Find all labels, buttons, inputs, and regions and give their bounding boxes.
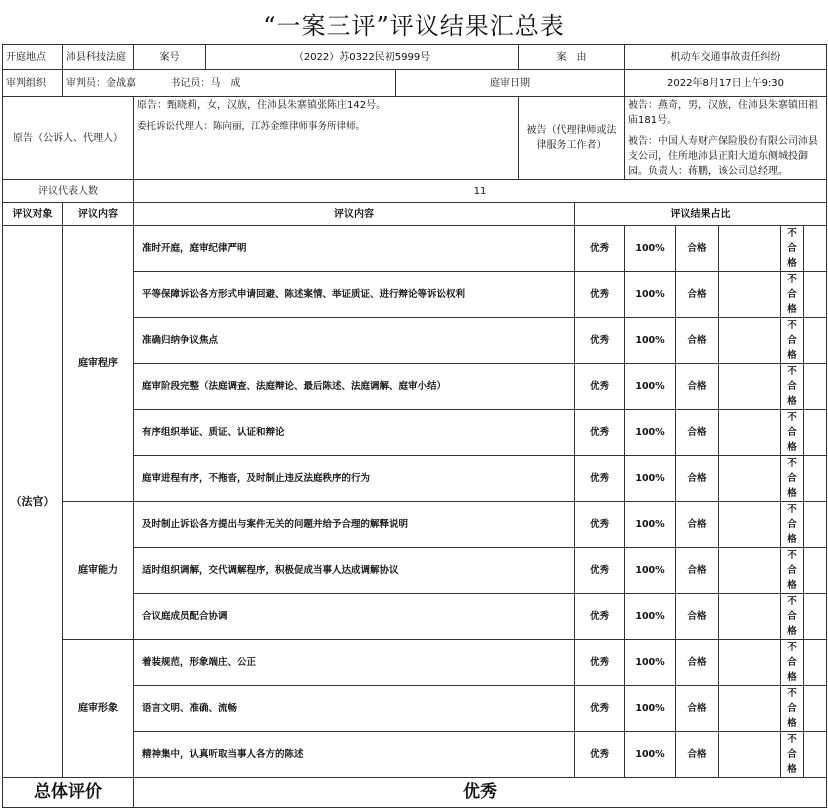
grade-pass: 合格 [676, 272, 719, 318]
plaintiff-agent: 委托诉讼代理人：陈向丽，江苏金维律师事务所律师。 [137, 121, 366, 132]
grade-excellent: 优秀 [575, 410, 625, 456]
evaluation-table [2, 44, 827, 808]
row-location [3, 45, 827, 70]
group-name: 庭审形象 [63, 640, 134, 778]
hearing-date-label: 庭审日期 [396, 70, 625, 97]
cause-label: 案 由 [519, 45, 625, 70]
grade-fail: 不合格 [781, 410, 804, 456]
row-parties [3, 97, 827, 180]
pass-blank [719, 226, 781, 272]
overall-label: 总体评价 [3, 778, 134, 808]
grade-fail: 不合格 [781, 548, 804, 594]
grade-excellent: 优秀 [575, 318, 625, 364]
pass-blank [719, 364, 781, 410]
fail-blank [804, 502, 827, 548]
grade-excellent: 优秀 [575, 364, 625, 410]
grade-percent: 100% [625, 502, 676, 548]
grade-percent: 100% [625, 456, 676, 502]
grade-pass: 合格 [676, 226, 719, 272]
fail-blank [804, 732, 827, 778]
grade-percent: 100% [625, 640, 676, 686]
group-name: 庭审能力 [63, 502, 134, 640]
row-reps [3, 180, 827, 203]
fail-blank [804, 318, 827, 364]
col-content: 评议内容 [63, 203, 134, 226]
grade-excellent: 优秀 [575, 456, 625, 502]
col-ratio: 评议结果占比 [575, 203, 827, 226]
grade-fail: 不合格 [781, 456, 804, 502]
grade-fail: 不合格 [781, 686, 804, 732]
criterion-text: 准时开庭，庭审纪律严明 [134, 226, 575, 272]
plaintiff-info [134, 97, 519, 180]
grade-percent: 100% [625, 548, 676, 594]
fail-blank [804, 456, 827, 502]
grade-excellent: 优秀 [575, 686, 625, 732]
pass-blank [719, 318, 781, 364]
reps-label: 评议代表人数 [3, 180, 134, 203]
grade-percent: 100% [625, 272, 676, 318]
overall-value: 优秀 [134, 778, 827, 808]
grade-pass: 合格 [676, 410, 719, 456]
case-no: （2022）苏0322民初5999号 [206, 45, 519, 70]
pass-blank [719, 594, 781, 640]
clerk: 书记员：马 成 [170, 77, 241, 89]
grade-fail: 不合格 [781, 318, 804, 364]
fail-blank [804, 410, 827, 456]
grade-percent: 100% [625, 732, 676, 778]
grade-excellent: 优秀 [575, 640, 625, 686]
pass-blank [719, 548, 781, 594]
grade-excellent: 优秀 [575, 226, 625, 272]
pass-blank [719, 502, 781, 548]
court-location: 沛县科技法庭 [63, 45, 134, 70]
case-no-label: 案号 [134, 45, 206, 70]
grade-percent: 100% [625, 226, 676, 272]
grade-pass: 合格 [676, 732, 719, 778]
grade-pass: 合格 [676, 318, 719, 364]
fail-blank [804, 548, 827, 594]
grade-percent: 100% [625, 686, 676, 732]
defendant-1: 被告：燕奇，男，汉族，住沛县朱寨镇田祖庙181号。 [628, 100, 819, 126]
panel [63, 70, 396, 97]
grade-percent: 100% [625, 410, 676, 456]
hearing-date: 2022年8月17日上午9:30 [625, 70, 827, 97]
grade-pass: 合格 [676, 686, 719, 732]
pass-blank [719, 640, 781, 686]
grade-excellent: 优秀 [575, 594, 625, 640]
defendant-2: 被告：中国人寿财产保险股份有限公司沛县支公司，住所地沛县正阳大道东侧城投御园。负责人：蒋鹏，该公司总经理。 [628, 136, 819, 177]
grade-fail: 不合格 [781, 732, 804, 778]
criterion-row [3, 502, 827, 548]
fail-blank [804, 226, 827, 272]
grade-percent: 100% [625, 594, 676, 640]
criterion-text: 合议庭成员配合协调 [134, 594, 575, 640]
grade-fail: 不合格 [781, 226, 804, 272]
grade-excellent: 优秀 [575, 502, 625, 548]
pass-blank [719, 410, 781, 456]
fail-blank [804, 594, 827, 640]
criterion-text: 着装规范，形象端庄、公正 [134, 640, 575, 686]
criterion-text: 精神集中，认真听取当事人各方的陈述 [134, 732, 575, 778]
pass-blank [719, 732, 781, 778]
page-title: “一案三评”评议结果汇总表 [263, 12, 565, 40]
pass-blank [719, 686, 781, 732]
grade-fail: 不合格 [781, 502, 804, 548]
grade-fail: 不合格 [781, 594, 804, 640]
reps-count: 11 [134, 180, 827, 203]
col-target: 评议对象 [3, 203, 63, 226]
group-name: 庭审程序 [63, 226, 134, 502]
plaintiff-label: 原告（公诉人、代理人） [3, 97, 134, 180]
fail-blank [804, 686, 827, 732]
criterion-text: 准确归纳争议焦点 [134, 318, 575, 364]
criterion-row [3, 640, 827, 686]
criterion-text: 庭审阶段完整（法庭调查、法庭辩论、最后陈述、法庭调解、庭审小结） [134, 364, 575, 410]
fail-blank [804, 272, 827, 318]
panel-label: 审判组织 [3, 70, 63, 97]
judge: 审判员：金战嘉 [66, 77, 136, 89]
fail-blank [804, 640, 827, 686]
defendant-info [625, 97, 827, 180]
grade-excellent: 优秀 [575, 732, 625, 778]
grade-fail: 不合格 [781, 640, 804, 686]
grade-excellent: 优秀 [575, 272, 625, 318]
grade-pass: 合格 [676, 548, 719, 594]
cause: 机动车交通事故责任纠纷 [625, 45, 827, 70]
fail-blank [804, 364, 827, 410]
grade-percent: 100% [625, 318, 676, 364]
criterion-row [3, 226, 827, 272]
col-content-detail: 评议内容 [134, 203, 575, 226]
row-overall [3, 778, 827, 808]
plaintiff-text: 原告：甄晓莉，女，汉族，住沛县朱寨镇张陈庄142号。 [137, 100, 387, 111]
court-location-label: 开庭地点 [3, 45, 63, 70]
row-panel [3, 70, 827, 97]
column-headers [3, 203, 827, 226]
grade-pass: 合格 [676, 594, 719, 640]
defendant-label: 被告（代理律师或法律服务工作者） [519, 97, 625, 180]
grade-pass: 合格 [676, 502, 719, 548]
criterion-text: 及时制止诉讼各方提出与案件无关的问题并给予合理的解释说明 [134, 502, 575, 548]
grade-fail: 不合格 [781, 364, 804, 410]
grade-pass: 合格 [676, 640, 719, 686]
criterion-text: 庭审进程有序，不拖沓，及时制止违反法庭秩序的行为 [134, 456, 575, 502]
grade-percent: 100% [625, 364, 676, 410]
grade-pass: 合格 [676, 456, 719, 502]
grade-pass: 合格 [676, 364, 719, 410]
grade-excellent: 优秀 [575, 548, 625, 594]
pass-blank [719, 272, 781, 318]
pass-blank [719, 456, 781, 502]
criterion-text: 平等保障诉讼各方形式申请回避、陈述案情、举证质证、进行辩论等诉讼权利 [134, 272, 575, 318]
criterion-text: 语言文明、准确、流畅 [134, 686, 575, 732]
grade-fail: 不合格 [781, 272, 804, 318]
criterion-text: 有序组织举证、质证、认证和辩论 [134, 410, 575, 456]
evaluation-target: （法官） [3, 226, 63, 778]
criterion-text: 适时组织调解，交代调解程序，积极促成当事人达成调解协议 [134, 548, 575, 594]
